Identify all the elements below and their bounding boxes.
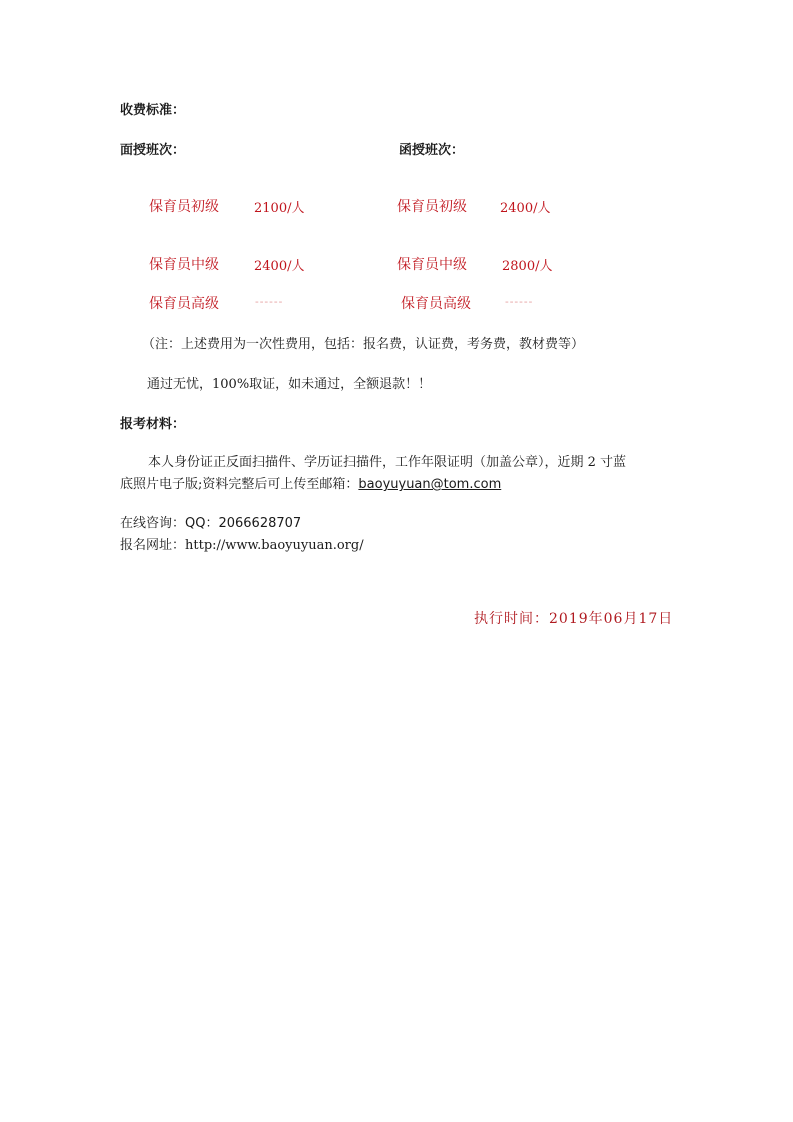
materials-heading: 报考材料： <box>120 417 186 432</box>
corr-junior-price: 2400/人 <box>500 201 551 216</box>
online-consult: 在线咨询：QQ：2066628707 <box>120 516 302 531</box>
materials-line-2-text: 底照片电子版;资料完整后可上传至邮箱： <box>120 477 359 492</box>
f2f-junior-price: 2100/人 <box>254 201 305 216</box>
f2f-senior-level: 保育员高级 <box>149 296 219 312</box>
corr-junior-level: 保育员初级 <box>397 199 467 215</box>
email-link[interactable]: baoyuyuan@tom.com <box>358 477 502 492</box>
f2f-middle-level: 保育员中级 <box>149 257 219 273</box>
corr-senior-level: 保育员高级 <box>401 296 471 312</box>
f2f-middle-price: 2400/人 <box>254 259 305 274</box>
corr-middle-price: 2800/人 <box>502 259 553 274</box>
correspondence-heading: 函授班次： <box>399 143 465 158</box>
signup-url[interactable]: 报名网址：http://www.baoyuyuan.org/ <box>120 538 364 553</box>
fee-standard-heading: 收费标准： <box>120 103 186 118</box>
face-to-face-heading: 面授班次： <box>120 143 186 158</box>
materials-line-2 <box>120 473 501 492</box>
corr-middle-level: 保育员中级 <box>397 257 467 273</box>
f2f-senior-price: ------ <box>255 295 284 308</box>
fee-note: （注：上述费用为一次性费用，包括：报名费，认证费，考务费，教材费等） <box>142 337 585 352</box>
corr-senior-price: ------ <box>505 295 534 308</box>
effective-date: 执行时间：2019年06月17日 <box>474 611 674 627</box>
guarantee-text: 通过无忧，100%取证，如未通过，全额退款！！ <box>147 377 432 392</box>
materials-line-1: 本人身份证正反面扫描件、学历证扫描件，工作年限证明（加盖公章），近期 2 寸蓝 <box>148 455 627 470</box>
f2f-junior-level: 保育员初级 <box>149 199 219 215</box>
